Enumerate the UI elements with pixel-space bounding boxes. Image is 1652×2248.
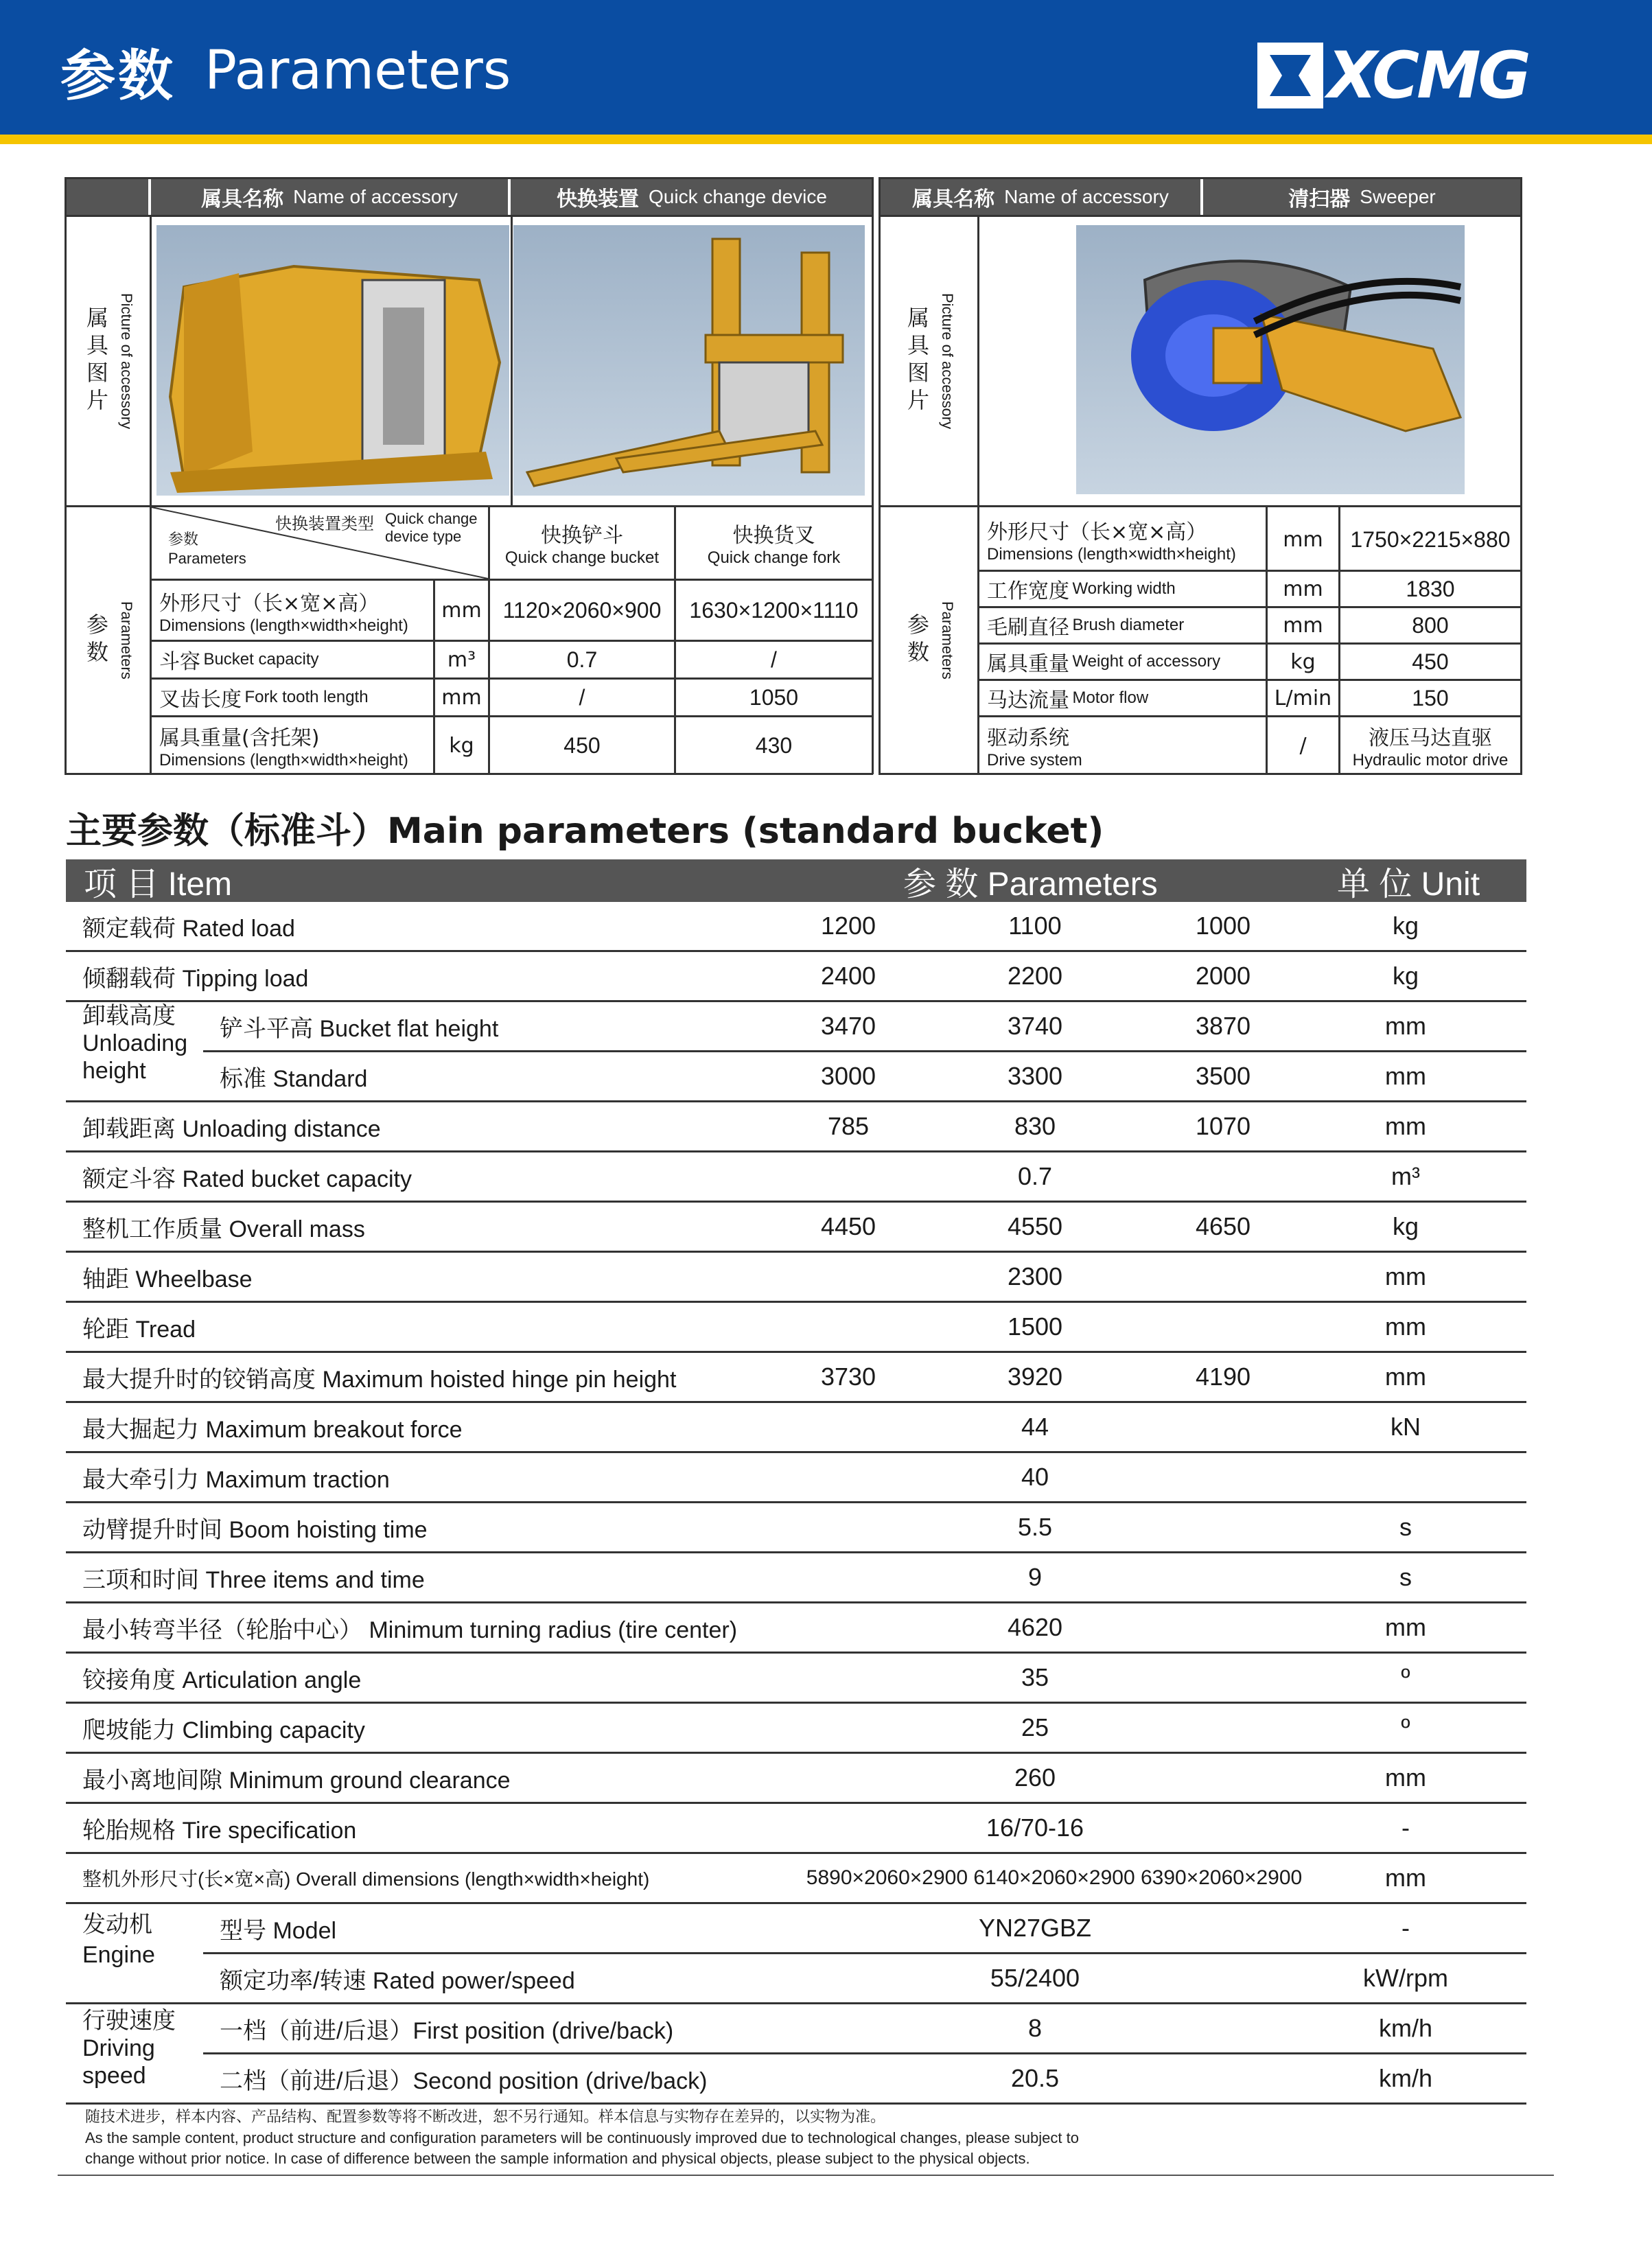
param-unit: km/h [1378, 2014, 1432, 2042]
param-row [203, 2004, 1526, 2054]
right-row-weight: 属具重量 Weight of accessory [987, 652, 1221, 676]
param-value: 9 [1027, 1563, 1043, 1591]
param-label: 轮距 Tread [82, 1316, 196, 1343]
group-driving-speed: 行驶速度 Driving speed [82, 2007, 176, 2089]
param-label: 额定载荷 Rated load [82, 915, 295, 942]
logo-mark-icon [1257, 43, 1323, 108]
param-value: 260 [1014, 1763, 1056, 1792]
param-label: 倾翻载荷 Tipping load [82, 965, 309, 992]
param-value: 3300 [1007, 1062, 1063, 1090]
right-name-header: 属具名称 Name of accessory [881, 179, 1200, 215]
param-value: 0.7 [1017, 1162, 1053, 1190]
param-unit: mm [1385, 1112, 1426, 1140]
param-unit: m³ [1391, 1162, 1420, 1190]
footer-notice: 随技术进步，样本内容、产品结构、配置参数等将不断改进，恕不另行通知。样本信息与实物存在差异的，以实物为准。 As the sample content, product structure and configuration parameters will be continuously improved due to technological changes, please subject to change without prior notice. In case of difference between the sample information and physical objects, please subject to the physical objects. [85, 2109, 1079, 2167]
param-value: 3920 [1007, 1363, 1063, 1391]
param-value: 4650 [1195, 1212, 1251, 1240]
param-value: 5890×2060×2900 6140×2060×2900 6390×2060×2900 [806, 1866, 1303, 1889]
param-row [66, 1503, 1526, 1553]
param-row [66, 952, 1526, 1002]
param-row [66, 1704, 1526, 1754]
main-params-title: 主要参数（标准斗）Main parameters (standard bucket) [66, 811, 1104, 852]
param-row [66, 1754, 1526, 1804]
param-unit: kg [1392, 912, 1419, 940]
param-row [66, 1403, 1526, 1453]
param-row [66, 1253, 1526, 1303]
param-unit: s [1399, 1513, 1412, 1541]
param-row [66, 1654, 1526, 1704]
param-value: 1000 [1195, 912, 1251, 940]
left-device-header: 快换装置 Quick change device [511, 179, 873, 215]
param-unit: º [1401, 1713, 1410, 1741]
quick-change-bucket-image [156, 225, 509, 496]
param-row [203, 1954, 1526, 2004]
left-row-weight: 属具重量(含托架) Dimensions (length×width×height) [159, 726, 408, 769]
param-row [66, 1804, 1526, 1854]
param-value: 55/2400 [990, 1964, 1080, 1992]
param-unit: mm [1385, 1613, 1426, 1641]
param-unit: kg [1392, 962, 1419, 990]
main-params-header: 项 目 Item 参 数 Parameters 单 位 Unit [66, 859, 1526, 902]
param-label: 铲斗平高 Bucket flat height [220, 1015, 499, 1042]
col-quick-bucket-header: 快换铲斗 Quick change bucket [504, 524, 660, 567]
param-value: 2300 [1007, 1262, 1063, 1290]
group-engine: 发动机 Engine [82, 1911, 155, 1968]
param-value: 1200 [820, 912, 876, 940]
param-label: 卸载距离 Unloading distance [82, 1115, 381, 1142]
left-name-header: 属具名称 Name of accessory [151, 179, 508, 215]
logo-text: XCMG [1327, 38, 1528, 113]
param-value: 3730 [820, 1363, 876, 1391]
param-value: 1070 [1195, 1112, 1251, 1140]
left-row-bucket-capacity: 斗容 Bucket capacity [159, 650, 319, 674]
quick-change-fork-image [513, 225, 865, 496]
param-row [203, 2054, 1526, 2105]
col-quick-fork-header: 快换货叉 Quick change fork [707, 524, 841, 567]
group-divider [66, 2002, 203, 2004]
right-picture-label: 属具图片 Picture of accessory [904, 292, 956, 430]
right-row-dimensions: 外形尺寸（长×宽×高） Dimensions (length×width×height) [987, 520, 1236, 564]
param-label: 标准 Standard [220, 1065, 368, 1092]
param-unit: mm [1385, 1012, 1426, 1040]
param-value: 830 [1014, 1112, 1056, 1140]
left-picture-label: 属具图片 Picture of accessory [83, 292, 135, 430]
param-label: 最小转弯半径（轮胎中心） Minimum turning radius (tire center) [82, 1617, 738, 1643]
right-device-header: 清扫器 Sweeper [1203, 179, 1521, 215]
left-params-label: 参数 Parameters [83, 601, 135, 680]
param-row [66, 1303, 1526, 1353]
right-row-motor-flow: 马达流量 Motor flow [987, 688, 1149, 712]
param-label: 铰接角度 Articulation angle [82, 1667, 362, 1693]
param-value: 35 [1021, 1663, 1049, 1691]
param-label: 一档（前进/后退）First position (drive/back) [220, 2017, 674, 2044]
param-label: 最大掘起力 Maximum breakout force [82, 1416, 463, 1443]
page-title [60, 33, 511, 108]
param-value: 40 [1021, 1463, 1049, 1491]
param-label: 三项和时间 Three items and time [82, 1566, 425, 1593]
param-unit: km/h [1378, 2064, 1432, 2092]
param-row [66, 1102, 1526, 1152]
param-label: 爬坡能力 Climbing capacity [82, 1717, 365, 1743]
header-stripe [0, 135, 1652, 144]
param-label: 轴距 Wheelbase [82, 1266, 253, 1293]
param-row [203, 1052, 1526, 1102]
param-value: 3740 [1007, 1012, 1063, 1040]
param-row [66, 902, 1526, 952]
param-value: 3870 [1195, 1012, 1251, 1040]
param-value: 785 [827, 1112, 870, 1140]
param-value: 2200 [1007, 962, 1063, 990]
param-value: 8 [1027, 2014, 1043, 2042]
param-label: 最小离地间隙 Minimum ground clearance [82, 1767, 511, 1794]
param-label: 额定功率/转速 Rated power/speed [220, 1967, 575, 1994]
param-unit [1337, 1453, 1474, 1501]
param-unit: s [1399, 1563, 1412, 1591]
right-params-label: 参数 Parameters [904, 601, 956, 680]
param-row [66, 1353, 1526, 1403]
param-label: 最大提升时的铰销高度 Maximum hoisted hinge pin height [82, 1366, 677, 1393]
left-row-dimensions: 外形尺寸（长×宽×高） Dimensions (length×width×height) [159, 592, 408, 635]
param-row [66, 1453, 1526, 1503]
param-value: 3500 [1195, 1062, 1251, 1090]
param-label: 型号 Model [220, 1917, 337, 1944]
sweeper-image [1076, 225, 1465, 494]
param-value: 4620 [1007, 1613, 1063, 1641]
param-unit: mm [1385, 1864, 1426, 1892]
param-unit: mm [1385, 1262, 1426, 1290]
param-row [66, 1603, 1526, 1654]
param-value: 4190 [1195, 1363, 1251, 1391]
param-value: 20.5 [1010, 2064, 1060, 2092]
param-row [66, 1553, 1526, 1603]
param-unit: kW/rpm [1363, 1964, 1448, 1992]
param-unit: mm [1385, 1763, 1426, 1792]
group-divider [66, 1100, 203, 1102]
param-value: 4550 [1007, 1212, 1063, 1240]
param-value: 25 [1021, 1713, 1049, 1741]
param-row [66, 1203, 1526, 1253]
param-value: 4450 [820, 1212, 876, 1240]
param-value: YN27GBZ [978, 1914, 1092, 1942]
param-row [66, 1854, 1526, 1904]
param-unit: mm [1385, 1062, 1426, 1090]
param-value: 16/70-16 [986, 1814, 1084, 1842]
group-divider [66, 2102, 203, 2105]
param-label: 轮胎规格 Tire specification [82, 1817, 357, 1844]
param-value: 2400 [820, 962, 876, 990]
param-unit: mm [1385, 1312, 1426, 1341]
param-row [66, 1152, 1526, 1203]
right-row-working-width: 工作宽度 Working width [987, 579, 1176, 603]
param-label: 最大牵引力 Maximum traction [82, 1466, 390, 1493]
param-unit: º [1401, 1663, 1410, 1691]
param-value: 3000 [820, 1062, 876, 1090]
title-en: Parameters [205, 40, 511, 102]
left-row-fork-length: 叉齿长度 Fork tooth length [159, 688, 369, 712]
param-label: 整机外形尺寸(长×宽×高) Overall dimensions (length×width×height) [82, 1868, 650, 1890]
param-value: 2000 [1195, 962, 1251, 990]
param-label: 动臂提升时间 Boom hoisting time [82, 1516, 428, 1543]
param-row [203, 1904, 1526, 1954]
group-unloading-height: 卸载高度 Unloading height [82, 1002, 188, 1084]
right-row-drive-system: 驱动系统 Drive system [987, 726, 1082, 769]
param-unit: kg [1392, 1212, 1419, 1240]
xcmg-logo [1257, 38, 1546, 113]
param-unit: - [1401, 1814, 1410, 1842]
param-label: 额定斗容 Rated bucket capacity [82, 1166, 412, 1192]
param-unit: kN [1391, 1413, 1421, 1441]
param-row [203, 1002, 1526, 1052]
param-label: 整机工作质量 Overall mass [82, 1216, 365, 1242]
param-value: 44 [1021, 1413, 1049, 1441]
type-header-cell: 快换装置类型 Quick change device type 参数 Parameters [152, 507, 488, 579]
param-unit: - [1401, 1914, 1410, 1942]
footer-divider [58, 2175, 1554, 2176]
param-value: 5.5 [1017, 1513, 1053, 1541]
param-label: 二档（前进/后退）Second position (drive/back) [220, 2067, 708, 2094]
param-value: 3470 [820, 1012, 876, 1040]
title-cn: 参数 [60, 43, 176, 108]
param-value: 1500 [1007, 1312, 1063, 1341]
param-unit: mm [1385, 1363, 1426, 1391]
right-row-brush-diameter: 毛刷直径 Brush diameter [987, 616, 1185, 640]
param-value: 1100 [1008, 912, 1062, 940]
